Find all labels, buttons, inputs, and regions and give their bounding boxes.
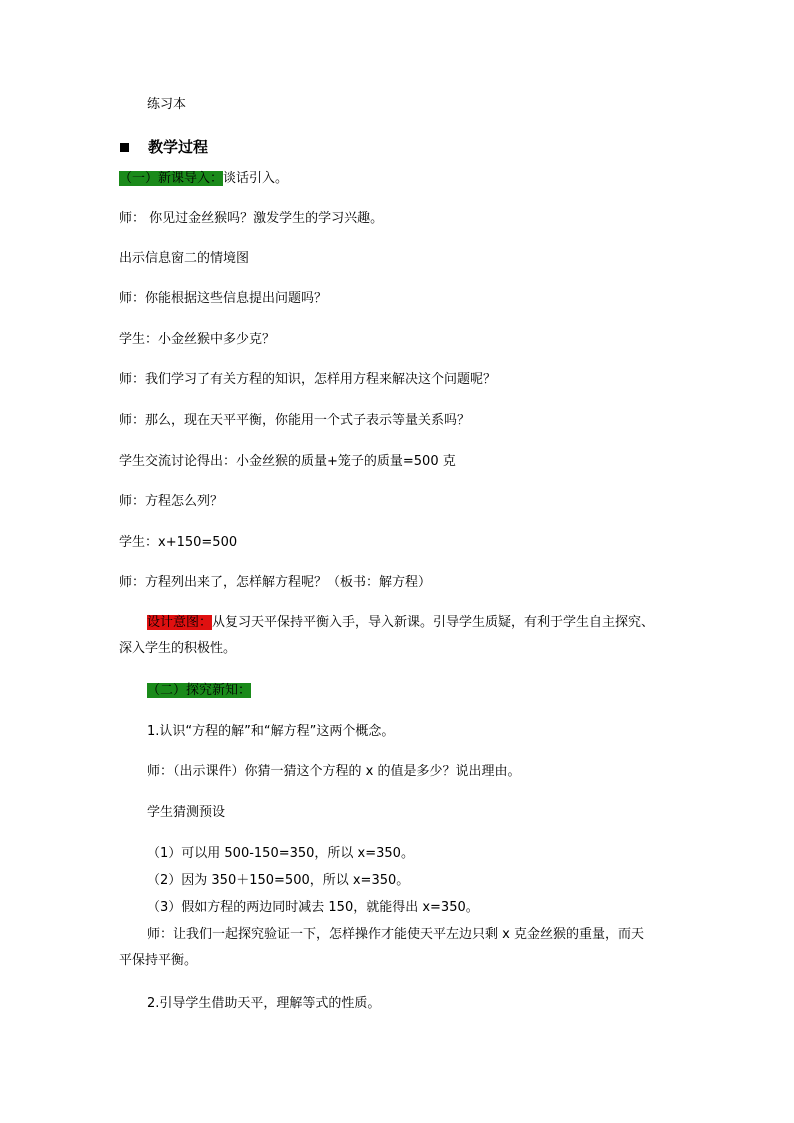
dialog-line-10: 师：方程列出来了，怎样解方程呢？（板书：解方程） — [119, 575, 432, 590]
bullet-square-icon — [120, 143, 129, 152]
dialog-line-9: 学生：x+150=500 — [119, 535, 238, 550]
guess-item-3: （3）假如方程的两边同时减去 150，就能得出 x=350。 — [147, 900, 479, 915]
design-intent-text-1: 从复习天平保持平衡入手，导入新课。引导学生质疑，有利于学生自主探究、 — [212, 615, 655, 630]
dialog-line-2: 出示信息窗二的情境图 — [119, 251, 250, 266]
dialog-line-3: 师：你能根据这些信息提出问题吗？ — [119, 291, 328, 306]
design-intent-line-1 — [147, 614, 654, 632]
design-intent-label: 设计意图： — [147, 615, 213, 630]
intro-text: 谈话引入。 — [223, 171, 289, 186]
dialog-line-1: 师： 你见过金丝猴吗？激发学生的学习兴趣。 — [119, 211, 384, 226]
concept-line: 1.认识“方程的解”和“解方程”这两个概念。 — [147, 724, 395, 739]
dialog-line-8: 师：方程怎么列？ — [119, 494, 224, 509]
step2-line: 2.引导学生借助天平，理解等式的性质。 — [147, 996, 381, 1011]
dialog-line-7: 学生交流讨论得出：小金丝猴的质量+笼子的质量=500 克 — [119, 454, 456, 469]
teacher-question-line: 师：（出示课件）你猜一猜这个方程的 x 的值是多少？说出理由。 — [147, 764, 521, 779]
section-title: 教学过程 — [148, 138, 209, 156]
dialog-line-4: 学生：小金丝猴中多少克？ — [119, 332, 276, 347]
explore-line — [147, 682, 251, 700]
dialog-line-5: 师：我们学习了有关方程的知识，怎样用方程来解决这个问题呢？ — [119, 372, 497, 387]
guess-title: 学生猜测预设 — [147, 805, 226, 820]
verify-line-1: 师：让我们一起探究验证一下，怎样操作才能使天平左边只剩 x 克金丝猴的重量，而天 — [147, 927, 644, 942]
guess-item-1: （1）可以用 500-150=350，所以 x=350。 — [147, 846, 414, 861]
materials-text: 练习本 — [147, 97, 187, 112]
verify-line-2: 平保持平衡。 — [119, 953, 198, 968]
design-intent-line-2: 深入学生的积极性。 — [119, 641, 237, 656]
intro-line — [119, 170, 288, 188]
intro-label: （一）新课导入： — [119, 171, 224, 186]
explore-label: （二）探究新知： — [147, 683, 252, 698]
guess-item-2: （2）因为 350＋150=500，所以 x=350。 — [147, 873, 410, 888]
dialog-line-6: 师：那么，现在天平平衡，你能用一个式子表示等量关系吗？ — [119, 413, 471, 428]
